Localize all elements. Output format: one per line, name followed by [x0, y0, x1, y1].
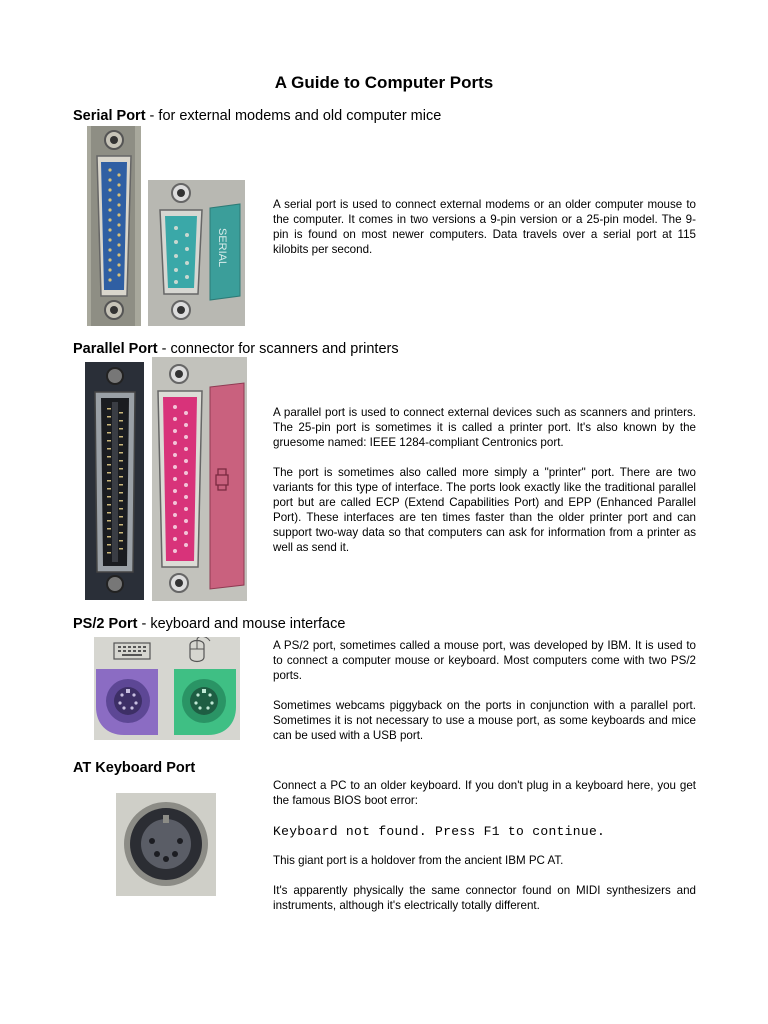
at-keyboard-port-heading	[73, 760, 195, 776]
serial-25pin-image	[87, 126, 141, 326]
ps2-port-heading-rest: - keyboard and mouse interface	[137, 616, 346, 632]
parallel-port-heading	[73, 341, 399, 357]
at-keyboard-port-paragraph-3: This giant port is a holdover from the ancient IBM PC AT.	[273, 854, 564, 867]
parallel-centronics-image	[85, 362, 144, 600]
at-keyboard-din-image	[116, 793, 216, 896]
at-keyboard-port-text	[273, 778, 696, 913]
parallel-port-text	[273, 405, 696, 555]
at-keyboard-port-heading-bold: AT Keyboard Port	[73, 760, 196, 776]
parallel-port-heading-rest: - connector for scanners and printers	[157, 341, 399, 357]
serial-port-heading	[73, 108, 441, 124]
serial-port-paragraph: A serial port is used to connect external modems or an older computer mouse to the computer. It comes in two versions a 9-pin version or a 25-pin model. The 9-pin is found on most newer computers. Data travels over a serial port at 115 kilobits per second.	[273, 198, 696, 256]
at-keyboard-port-paragraph-1: Connect a PC to an older keyboard. If you don't plug in a keyboard here, you get the famous BIOS boot error:	[273, 779, 696, 807]
parallel-port-heading-bold: Parallel Port	[73, 341, 158, 357]
serial-port-heading-rest: - for external modems and old computer mice	[145, 108, 442, 124]
serial-port-heading-bold: Serial Port	[73, 108, 146, 124]
ps2-port-paragraph-2: Sometimes webcams piggyback on the ports in conjunction with a parallel port. Sometimes it is not necessary to use a mouse port, as some keyboards and mice can be used with a USB port.	[273, 699, 696, 742]
ps2-port-paragraph-1: A PS/2 port, sometimes called a mouse port, was developed by IBM. It is used to to connect a computer mouse or keyboard. Most computers come with two PS/2 ports.	[273, 639, 696, 682]
ps2-port-heading	[73, 616, 345, 632]
page-title: A Guide to Computer Ports	[274, 73, 494, 92]
serial-label: SERIAL	[216, 228, 228, 268]
bios-error-message: Keyboard not found. Press F1 to continue.	[273, 824, 606, 839]
ps2-ports-image	[94, 637, 240, 740]
serial-9pin-image	[148, 180, 245, 326]
at-keyboard-port-paragraph-4: It's apparently physically the same connector found on MIDI synthesizers and instruments, although it's electrically totally different.	[273, 884, 696, 912]
serial-port-text	[273, 197, 696, 257]
parallel-db25-image	[152, 357, 247, 601]
parallel-port-paragraph-1: A parallel port is used to connect external devices such as scanners and printers. The 25-pin port is sometimes it is called a printer port. It's also known by the gruesome named: IEEE 1284-compliant Centronics port.	[273, 406, 696, 449]
ps2-port-text	[273, 638, 696, 743]
ps2-port-heading-bold: PS/2 Port	[73, 616, 138, 632]
parallel-port-paragraph-2: The port is sometimes also called more simply a "printer" port. There are two variants for this type of interface. The ports look exactly like the traditional parallel port but are called ECP (Extend Capabilities Port) and EPP (Enhanced Parallel Port). These interfaces are ten times faster than the older printer port and can support two-way data so that computers can ask for information from a printer as well as send it.	[273, 466, 696, 554]
